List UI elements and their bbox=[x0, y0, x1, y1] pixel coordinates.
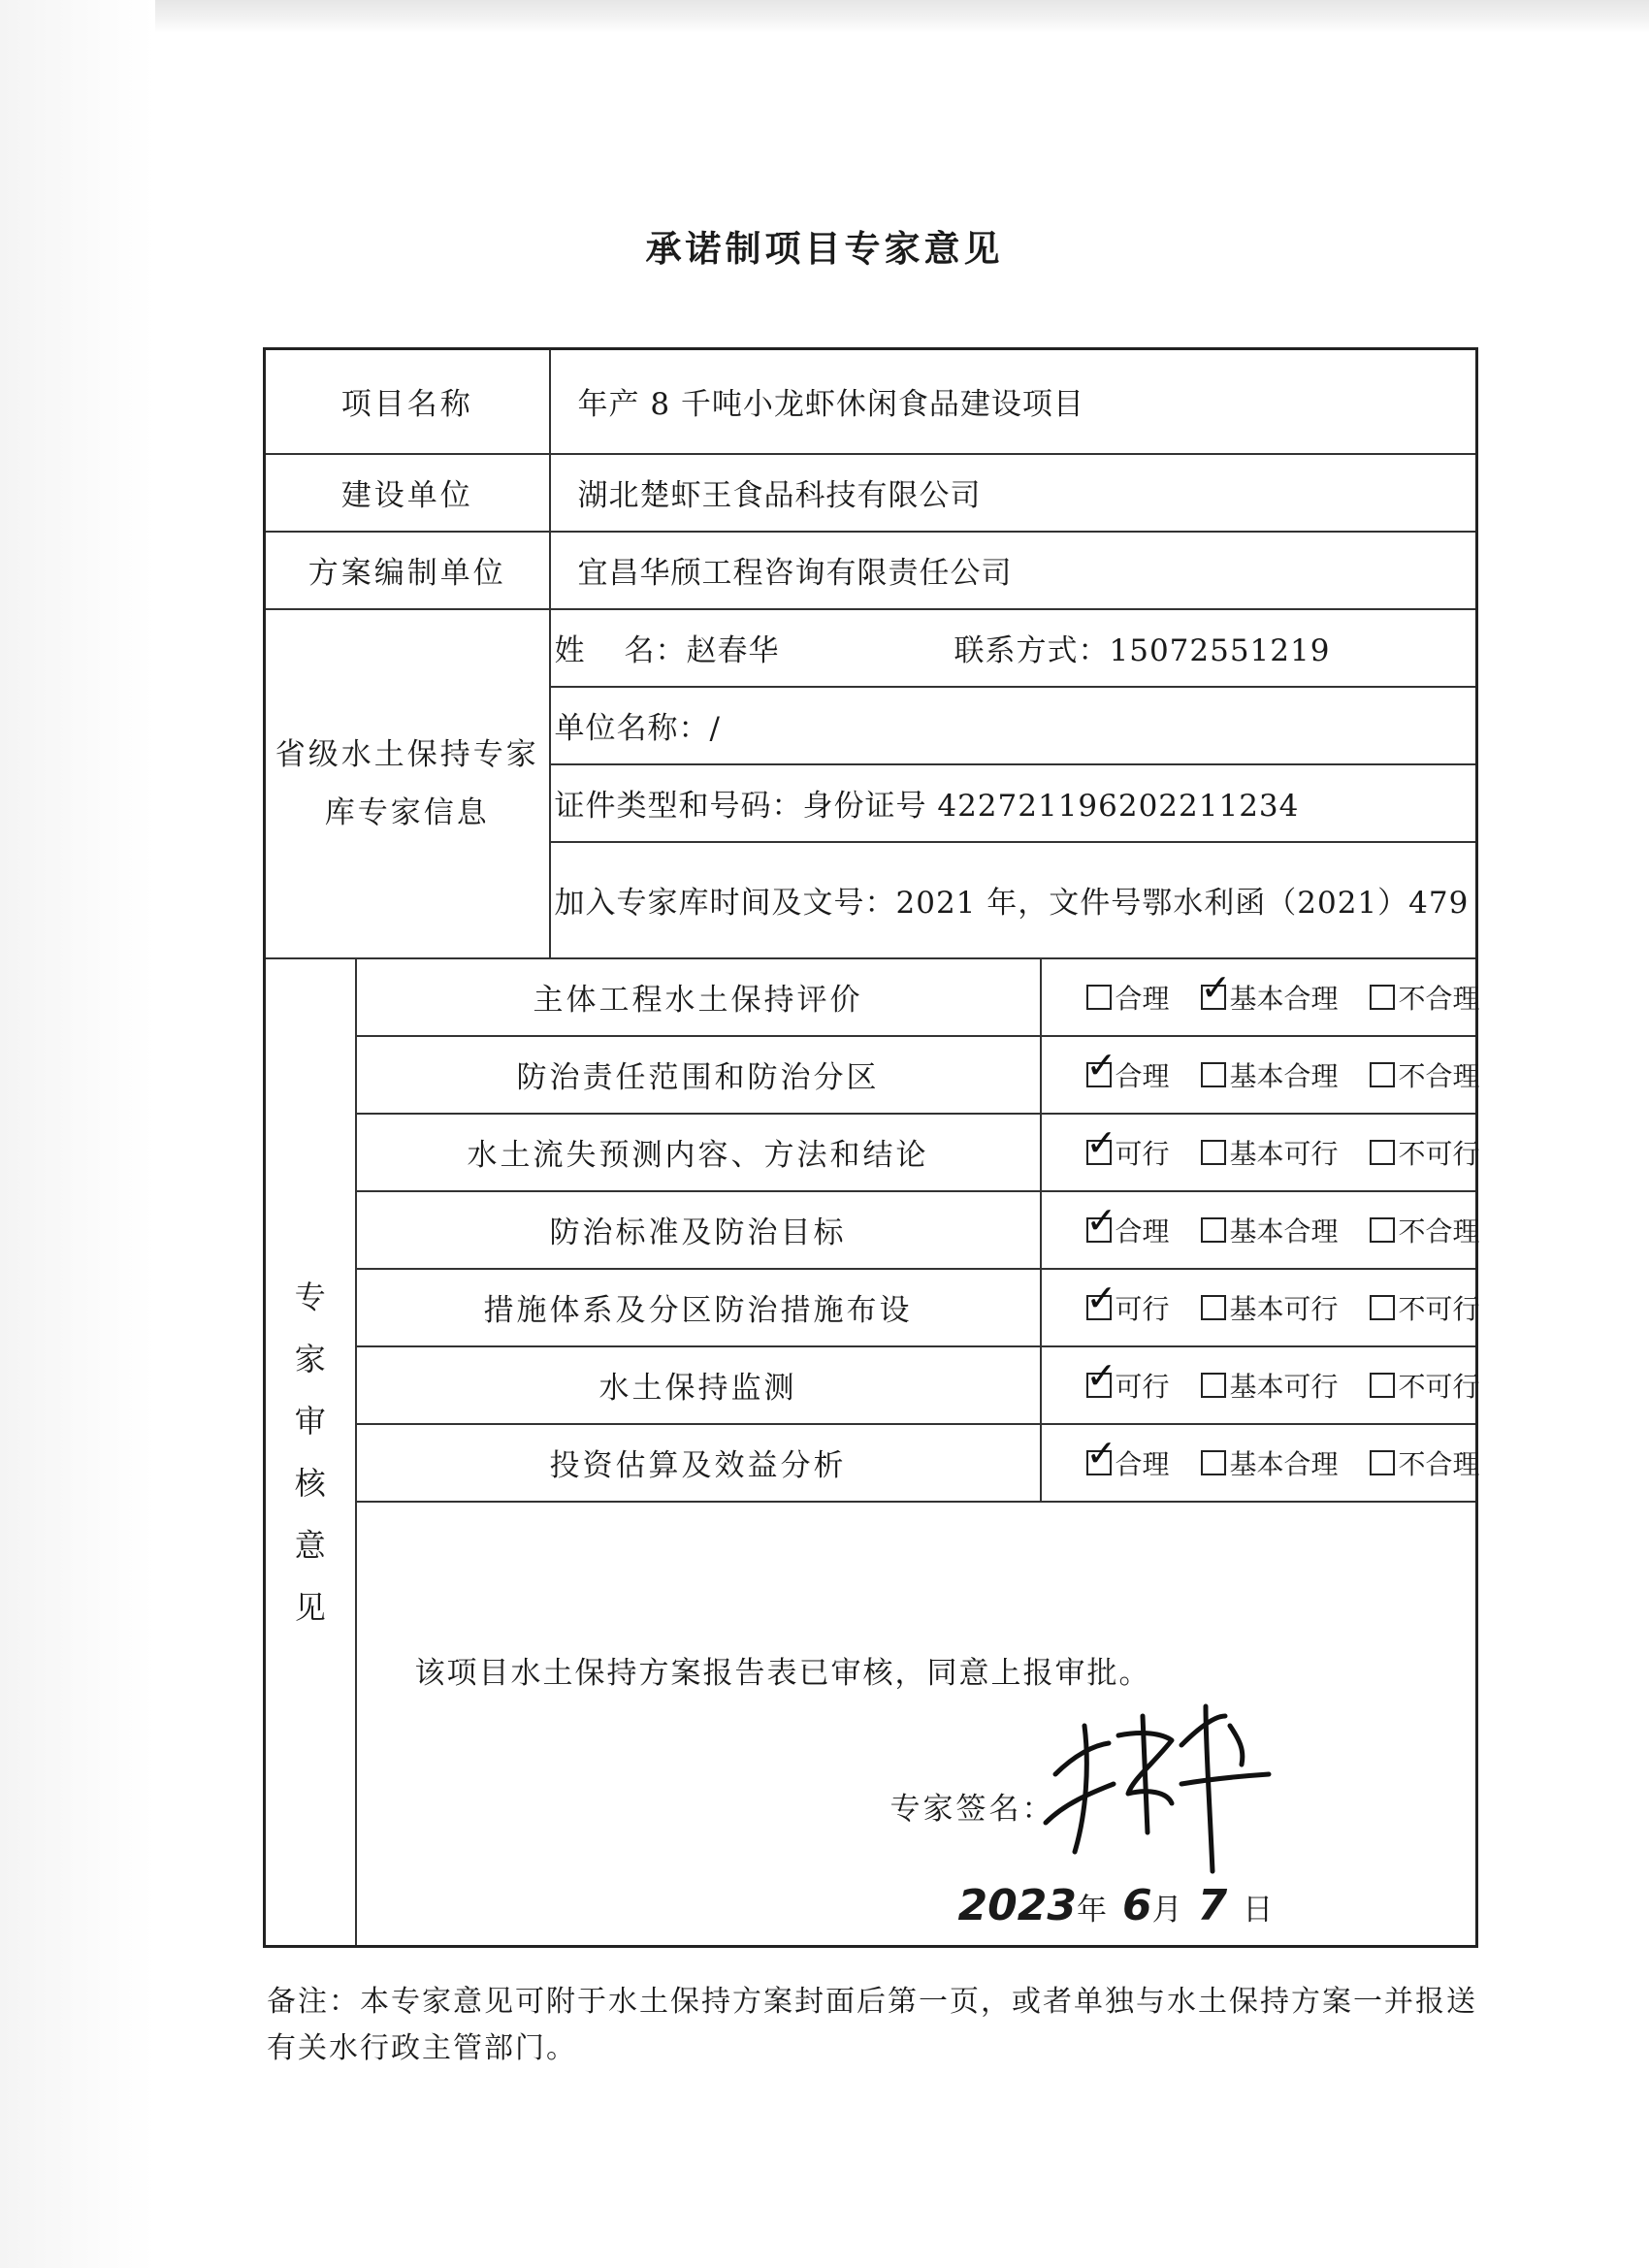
review-option-label: 可行 bbox=[1115, 1137, 1170, 1170]
review-conclusion-row bbox=[265, 1502, 1477, 1947]
review-option-label: 合理 bbox=[1115, 982, 1170, 1015]
review-options bbox=[1041, 1424, 1480, 1502]
row-builder bbox=[265, 454, 1477, 532]
checkbox-icon[interactable] bbox=[1201, 1295, 1226, 1320]
expert-info-label-line1: 省级水土保持专家 bbox=[275, 736, 539, 772]
handwritten-signature bbox=[1036, 1687, 1288, 1881]
review-row-5 bbox=[265, 1346, 1477, 1424]
review-section-char: 核 bbox=[294, 1464, 326, 1502]
review-option-label: 基本合理 bbox=[1229, 1215, 1339, 1247]
check-mark-icon: ✓ bbox=[1200, 965, 1232, 1009]
expert-name-label-b: 名： bbox=[624, 633, 687, 668]
review-option[interactable] bbox=[1085, 1043, 1170, 1094]
review-option-label: 基本合理 bbox=[1229, 1447, 1339, 1480]
review-item-label: 水土保持监测 bbox=[356, 1346, 1041, 1424]
review-option-label: 合理 bbox=[1115, 1215, 1170, 1247]
checkbox-icon[interactable] bbox=[1370, 985, 1395, 1010]
expert-join-cell bbox=[550, 842, 1477, 958]
review-option[interactable] bbox=[1086, 978, 1170, 1017]
builder-value: 湖北楚虾王食品科技有限公司 bbox=[550, 454, 1477, 532]
review-options bbox=[1041, 1114, 1480, 1191]
expert-info-label-line2: 库专家信息 bbox=[324, 794, 490, 830]
review-option[interactable] bbox=[1201, 1133, 1339, 1172]
checkbox-icon[interactable] bbox=[1370, 1450, 1395, 1475]
review-option[interactable] bbox=[1085, 1198, 1170, 1249]
checkbox-icon[interactable] bbox=[1201, 1140, 1226, 1165]
review-option-label: 基本合理 bbox=[1229, 982, 1339, 1015]
review-item-label: 水土流失预测内容、方法和结论 bbox=[356, 1114, 1041, 1191]
review-option[interactable] bbox=[1085, 1120, 1170, 1172]
review-section-char: 见 bbox=[294, 1588, 326, 1626]
checked-checkbox-icon[interactable] bbox=[1085, 1431, 1117, 1475]
review-option-label: 不合理 bbox=[1398, 1447, 1480, 1480]
review-options bbox=[1041, 1269, 1480, 1346]
expert-id-label: 证件类型和号码： bbox=[554, 789, 803, 824]
checkbox-icon[interactable] bbox=[1370, 1140, 1395, 1165]
builder-label: 建设单位 bbox=[265, 454, 550, 532]
date-year-unit: 年 bbox=[1076, 1892, 1107, 1928]
expert-unit-cell bbox=[550, 687, 1477, 764]
project-name-value: 年产 8 千吨小龙虾休闲食品建设项目 bbox=[550, 349, 1477, 454]
review-option-label: 不合理 bbox=[1398, 1059, 1480, 1092]
review-option-label: 不合理 bbox=[1398, 982, 1480, 1015]
planner-label: 方案编制单位 bbox=[265, 532, 550, 609]
review-options bbox=[1041, 1191, 1480, 1269]
review-option[interactable] bbox=[1085, 1276, 1170, 1327]
expert-name-value: 赵春华 bbox=[686, 633, 780, 668]
check-mark-icon: ✓ bbox=[1085, 1198, 1117, 1242]
expert-contact-label: 联系方式： bbox=[954, 633, 1110, 668]
checkbox-icon[interactable] bbox=[1201, 1450, 1226, 1475]
checked-checkbox-icon[interactable] bbox=[1085, 1353, 1117, 1398]
review-option[interactable] bbox=[1085, 1353, 1170, 1405]
review-row-2 bbox=[265, 1114, 1477, 1191]
checkbox-icon[interactable] bbox=[1370, 1373, 1395, 1398]
expert-unit-value: / bbox=[709, 711, 721, 746]
row-expert-name bbox=[265, 609, 1477, 687]
review-section-char: 家 bbox=[294, 1340, 326, 1377]
review-options bbox=[1041, 958, 1480, 1036]
date-day-unit: 日 bbox=[1243, 1892, 1274, 1928]
project-name-label: 项目名称 bbox=[265, 349, 550, 454]
review-item-label: 投资估算及效益分析 bbox=[356, 1424, 1041, 1502]
expert-join-label: 加入专家库时间及文号： bbox=[554, 886, 896, 921]
row-planner bbox=[265, 532, 1477, 609]
expert-id-value: 身份证号 422721196202211234 bbox=[802, 789, 1300, 824]
review-item-label: 主体工程水土保持评价 bbox=[356, 958, 1041, 1036]
checkbox-icon[interactable] bbox=[1086, 985, 1112, 1010]
review-option[interactable] bbox=[1201, 1055, 1339, 1094]
signature-label: 专家签名： bbox=[889, 1791, 1055, 1827]
review-section-char: 审 bbox=[294, 1402, 326, 1440]
checkbox-icon[interactable] bbox=[1370, 1295, 1395, 1320]
review-option[interactable] bbox=[1201, 1288, 1339, 1327]
check-mark-icon: ✓ bbox=[1085, 1120, 1117, 1164]
review-item-label: 防治标准及防治目标 bbox=[356, 1191, 1041, 1269]
checkbox-icon[interactable] bbox=[1370, 1217, 1395, 1243]
review-option[interactable] bbox=[1370, 1211, 1480, 1249]
expert-join-value: 2021 年，文件号鄂水利函（2021）479 bbox=[895, 886, 1470, 921]
review-options bbox=[1041, 1036, 1480, 1114]
scan-edge-top bbox=[0, 0, 1649, 33]
date-day-handwritten: 7 bbox=[1197, 1880, 1228, 1930]
review-option-label: 不可行 bbox=[1398, 1292, 1480, 1325]
expert-info-label bbox=[265, 609, 550, 958]
signature-date bbox=[958, 1881, 1274, 1930]
review-option[interactable] bbox=[1370, 1133, 1480, 1172]
review-option-label: 可行 bbox=[1115, 1370, 1170, 1403]
review-option-label: 基本合理 bbox=[1229, 1059, 1339, 1092]
review-row-1 bbox=[265, 1036, 1477, 1114]
review-section-char: 专 bbox=[294, 1278, 326, 1315]
review-option-label: 合理 bbox=[1115, 1447, 1170, 1480]
checked-checkbox-icon[interactable] bbox=[1085, 1198, 1117, 1243]
date-month-unit: 月 bbox=[1151, 1892, 1182, 1928]
review-option[interactable] bbox=[1200, 965, 1339, 1017]
review-option[interactable] bbox=[1370, 1288, 1480, 1327]
planner-value: 宜昌华颀工程咨询有限责任公司 bbox=[550, 532, 1477, 609]
checkbox-icon[interactable] bbox=[1201, 1373, 1226, 1398]
expert-id-cell bbox=[550, 764, 1477, 842]
review-section-char: 意 bbox=[294, 1526, 326, 1564]
review-option[interactable] bbox=[1370, 1366, 1480, 1405]
review-option-label: 基本可行 bbox=[1229, 1370, 1339, 1403]
review-option[interactable] bbox=[1201, 1211, 1339, 1249]
review-conclusion-text: 该项目水土保持方案报告表已审核，同意上报审批。 bbox=[414, 1655, 1151, 1691]
checkbox-icon[interactable] bbox=[1201, 1062, 1226, 1087]
review-option-label: 不可行 bbox=[1398, 1370, 1480, 1403]
review-row-6 bbox=[265, 1424, 1477, 1502]
review-option-label: 合理 bbox=[1115, 1059, 1170, 1092]
review-row-3 bbox=[265, 1191, 1477, 1269]
checked-checkbox-icon[interactable] bbox=[1200, 965, 1232, 1010]
review-section-label bbox=[265, 958, 356, 1947]
review-option-label: 基本可行 bbox=[1229, 1292, 1339, 1325]
review-option-label: 基本可行 bbox=[1229, 1137, 1339, 1170]
review-item-label: 措施体系及分区防治措施布设 bbox=[356, 1269, 1041, 1346]
checkbox-icon[interactable] bbox=[1370, 1062, 1395, 1087]
review-option[interactable] bbox=[1370, 1443, 1480, 1482]
expert-name-label-a: 姓 bbox=[554, 633, 586, 668]
check-mark-icon: ✓ bbox=[1085, 1043, 1117, 1086]
expert-name-cell bbox=[550, 609, 1477, 687]
checked-checkbox-icon[interactable] bbox=[1085, 1043, 1117, 1087]
review-option-label: 不合理 bbox=[1398, 1215, 1480, 1247]
review-option[interactable] bbox=[1370, 978, 1480, 1017]
checked-checkbox-icon[interactable] bbox=[1085, 1276, 1117, 1320]
expert-unit-label: 单位名称： bbox=[554, 711, 710, 746]
expert-contact-value: 15072551219 bbox=[1109, 633, 1331, 668]
review-option[interactable] bbox=[1201, 1443, 1339, 1482]
review-conclusion-cell bbox=[356, 1502, 1477, 1947]
review-option-label: 可行 bbox=[1115, 1292, 1170, 1325]
review-option[interactable] bbox=[1085, 1431, 1170, 1482]
checked-checkbox-icon[interactable] bbox=[1085, 1120, 1117, 1165]
date-month-handwritten: 6 bbox=[1121, 1880, 1152, 1930]
scan-edge-left bbox=[0, 0, 155, 2268]
footnote: 备注：本专家意见可附于水土保持方案封面后第一页，或者单独与水土保持方案一并报送有关水行政主管部门。 bbox=[267, 1985, 1477, 2065]
review-item-label: 防治责任范围和防治分区 bbox=[356, 1036, 1041, 1114]
check-mark-icon: ✓ bbox=[1085, 1353, 1117, 1397]
expert-opinion-form bbox=[263, 347, 1478, 1948]
review-row-4 bbox=[265, 1269, 1477, 1346]
review-options bbox=[1041, 1346, 1480, 1424]
check-mark-icon: ✓ bbox=[1085, 1276, 1117, 1319]
page-title: 承诺制项目专家意见 bbox=[645, 227, 1004, 270]
review-option-label: 不可行 bbox=[1398, 1137, 1480, 1170]
row-project-name bbox=[265, 349, 1477, 454]
review-option[interactable] bbox=[1201, 1366, 1339, 1405]
check-mark-icon: ✓ bbox=[1085, 1431, 1117, 1474]
checkbox-icon[interactable] bbox=[1201, 1217, 1226, 1243]
date-year-handwritten: 2023 bbox=[957, 1880, 1077, 1930]
review-option[interactable] bbox=[1370, 1055, 1480, 1094]
review-row-0 bbox=[265, 958, 1477, 1036]
